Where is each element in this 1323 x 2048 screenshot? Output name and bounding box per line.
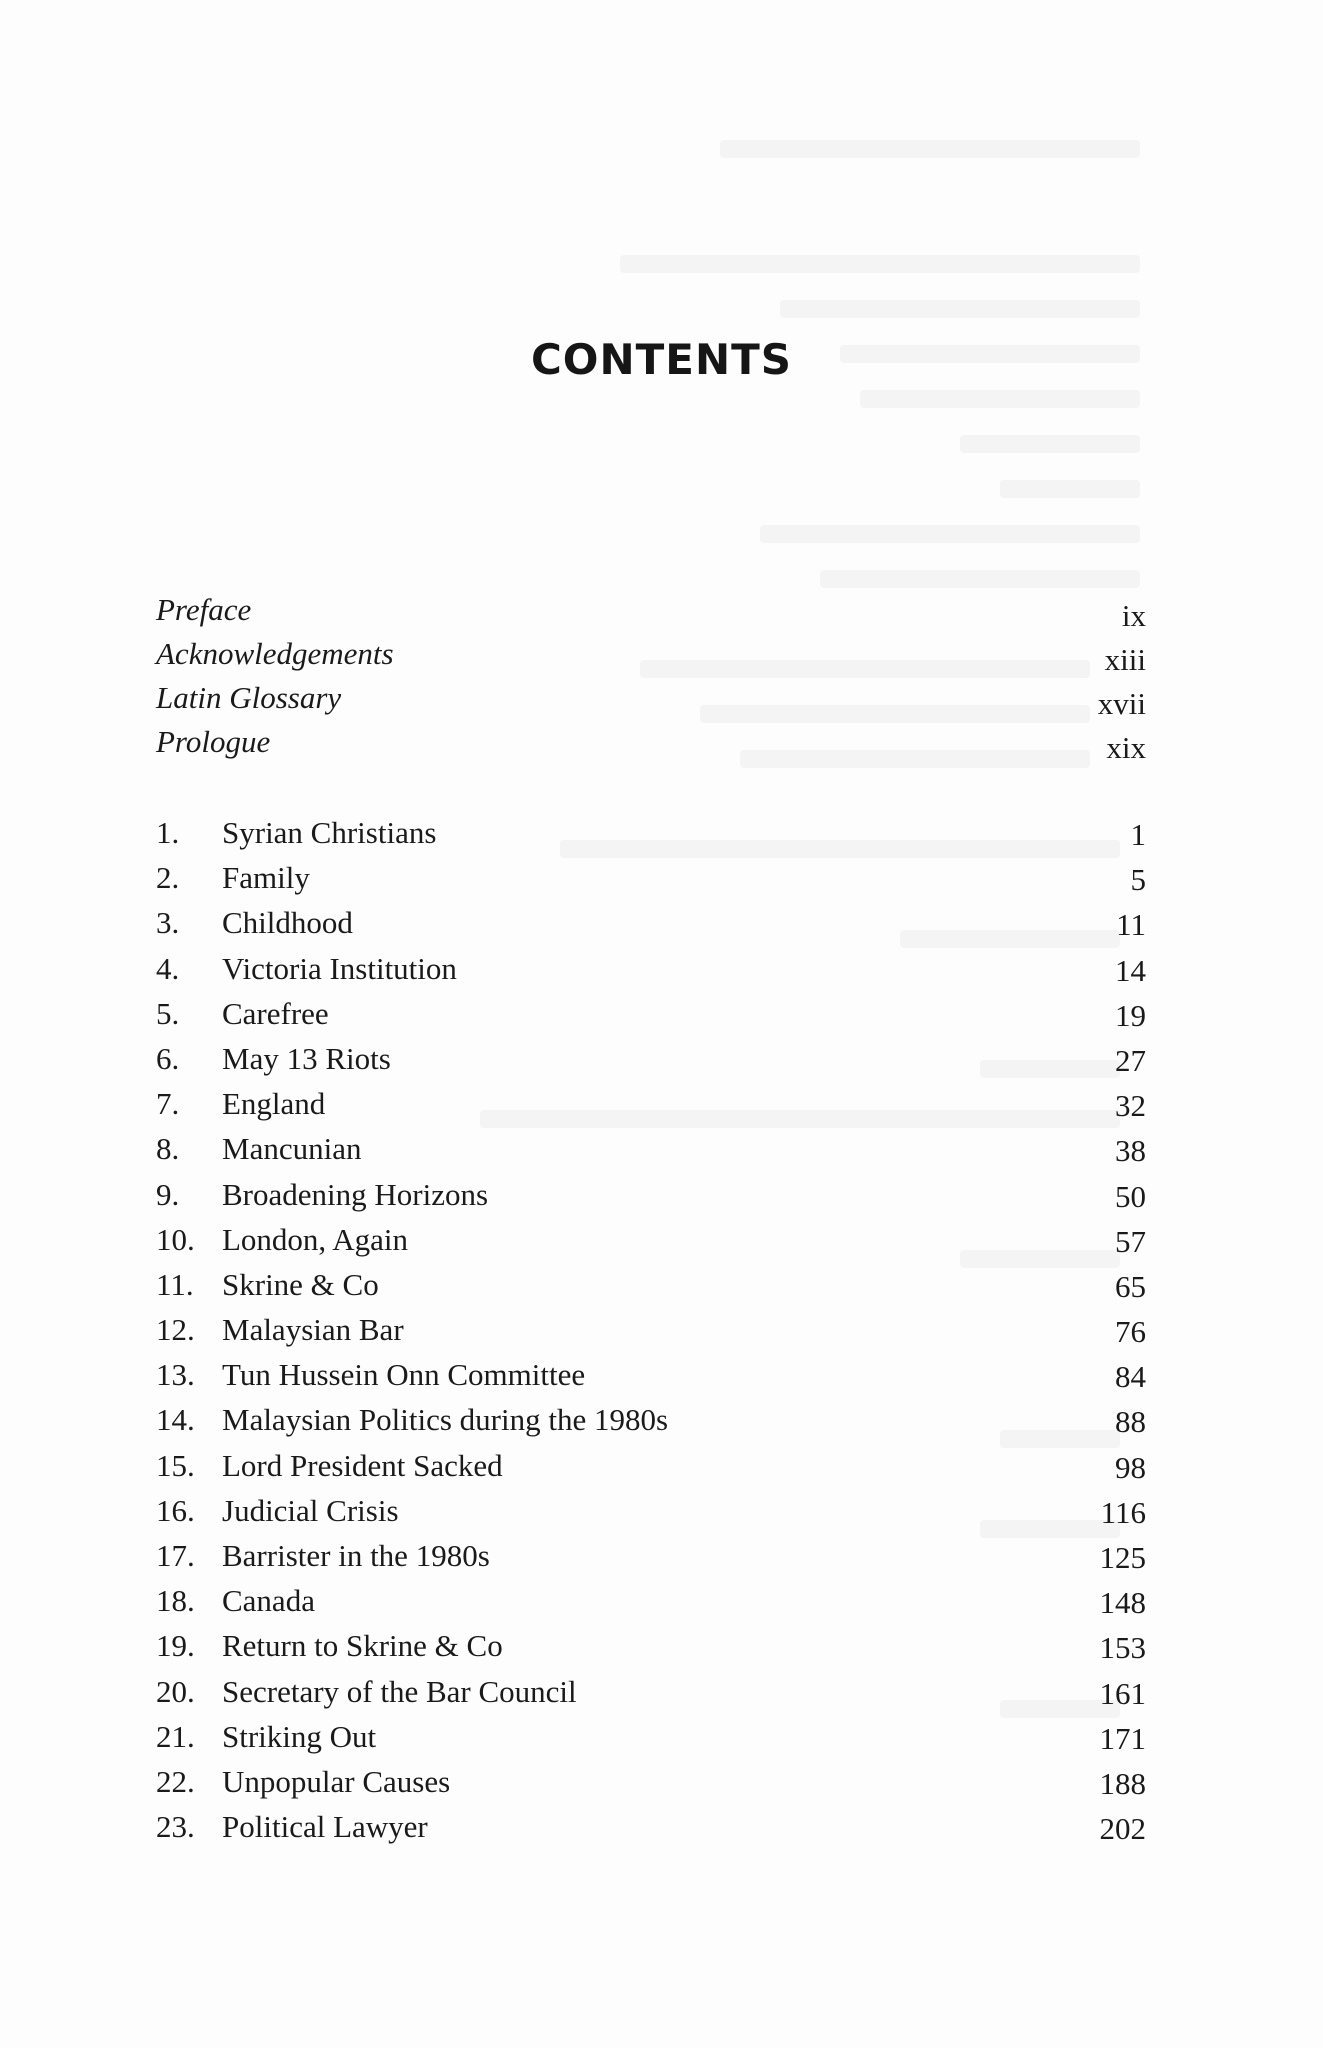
entry-label: Prologue xyxy=(156,724,271,759)
chapter-page-number: 76 xyxy=(1115,1314,1146,1350)
chapter-number: 3. xyxy=(156,905,180,941)
toc-chapter-entry[interactable] xyxy=(156,1538,1146,1583)
chapter-number: 9. xyxy=(156,1176,180,1212)
chapter-page-number: 11 xyxy=(1116,907,1146,943)
toc-chapter-entry[interactable] xyxy=(156,1402,1146,1447)
chapter-number: 6. xyxy=(156,1040,180,1076)
entry-label: Preface xyxy=(156,592,252,627)
toc-chapter-entry[interactable] xyxy=(156,996,1146,1041)
chapter-page-number: 38 xyxy=(1115,1133,1146,1169)
chapter-number: 2. xyxy=(156,860,180,896)
chapter-page-number: 50 xyxy=(1115,1178,1146,1214)
chapter-page-number: 116 xyxy=(1100,1494,1146,1530)
chapter-page-number: 148 xyxy=(1099,1585,1146,1621)
chapter-page-number: 14 xyxy=(1115,952,1146,988)
toc-chapter-entry[interactable] xyxy=(156,1809,1146,1854)
chapter-title: Striking Out xyxy=(222,1718,377,1754)
chapter-page-number: 84 xyxy=(1115,1359,1146,1395)
chapter-page-number: 171 xyxy=(1099,1720,1146,1756)
chapter-number: 7. xyxy=(156,1086,180,1122)
chapter-title: Judicial Crisis xyxy=(222,1492,399,1528)
chapter-number: 17. xyxy=(156,1538,195,1573)
chapter-number: 1. xyxy=(156,815,180,850)
chapter-page-number: 202 xyxy=(1099,1811,1146,1847)
toc-chapter-entry[interactable] xyxy=(156,1177,1146,1222)
chapter-page-number: 153 xyxy=(1099,1630,1146,1666)
chapter-title: Family xyxy=(222,860,310,896)
toc-chapter-entry[interactable] xyxy=(156,1222,1146,1267)
chapter-title: Childhood xyxy=(222,905,353,941)
toc-entry-acknowledgements[interactable] xyxy=(156,636,1146,680)
chapter-number: 8. xyxy=(156,1131,180,1167)
chapter-page-number: 88 xyxy=(1115,1404,1146,1440)
chapter-title: Malaysian Bar xyxy=(222,1312,404,1348)
chapter-page-number: 98 xyxy=(1115,1449,1146,1485)
chapter-number: 5. xyxy=(156,995,180,1031)
entry-page-number: xvii xyxy=(1097,686,1146,721)
toc-chapter-entry[interactable] xyxy=(156,1628,1146,1673)
toc-chapter-entry[interactable] xyxy=(156,1131,1146,1176)
chapter-page-number: 188 xyxy=(1099,1765,1146,1801)
chapter-title: Return to Skrine & Co xyxy=(222,1628,503,1664)
chapter-number: 20. xyxy=(156,1673,195,1709)
chapter-number: 18. xyxy=(156,1583,195,1619)
chapter-title: Carefree xyxy=(222,995,329,1031)
toc-chapter-entry[interactable] xyxy=(156,815,1146,860)
toc-chapter-entry[interactable] xyxy=(156,1764,1146,1809)
chapter-title: Victoria Institution xyxy=(222,950,457,986)
toc-chapter-entry[interactable] xyxy=(156,1312,1146,1357)
chapter-title: Skrine & Co xyxy=(222,1266,379,1302)
chapter-number: 13. xyxy=(156,1357,195,1393)
chapter-title: Tun Hussein Onn Committee xyxy=(222,1357,586,1393)
chapter-number: 12. xyxy=(156,1312,195,1348)
chapter-list xyxy=(156,815,1146,1854)
chapter-title: Political Lawyer xyxy=(222,1809,428,1845)
entry-label: Acknowledgements xyxy=(156,636,394,671)
chapter-page-number: 65 xyxy=(1115,1268,1146,1304)
chapter-title: Unpopular Causes xyxy=(222,1763,451,1799)
chapter-number: 16. xyxy=(156,1492,195,1528)
chapter-number: 19. xyxy=(156,1628,195,1664)
toc-chapter-entry[interactable] xyxy=(156,1583,1146,1628)
chapter-title: May 13 Riots xyxy=(222,1040,391,1076)
chapter-title: Mancunian xyxy=(222,1131,362,1167)
chapter-page-number: 5 xyxy=(1130,862,1146,898)
toc-entry-preface[interactable] xyxy=(156,592,1146,636)
toc-chapter-entry[interactable] xyxy=(156,1493,1146,1538)
chapter-title: Barrister in the 1980s xyxy=(222,1538,490,1573)
chapter-number: 11. xyxy=(156,1266,194,1302)
entry-label: Latin Glossary xyxy=(156,680,342,715)
entry-page-number: xix xyxy=(1106,730,1146,765)
chapter-title: Malaysian Politics during the 1980s xyxy=(222,1402,669,1438)
toc-chapter-entry[interactable] xyxy=(156,1357,1146,1402)
chapter-number: 10. xyxy=(156,1221,195,1257)
chapter-title: Broadening Horizons xyxy=(222,1176,489,1212)
toc-chapter-entry[interactable] xyxy=(156,1267,1146,1312)
toc-entry-prologue[interactable] xyxy=(156,724,1146,768)
chapter-number: 15. xyxy=(156,1447,195,1483)
toc-chapter-entry[interactable] xyxy=(156,1448,1146,1493)
toc-chapter-entry[interactable] xyxy=(156,951,1146,996)
chapter-page-number: 27 xyxy=(1115,1042,1146,1078)
chapter-number: 23. xyxy=(156,1809,195,1845)
chapter-title: Lord President Sacked xyxy=(222,1447,503,1483)
chapter-page-number: 32 xyxy=(1115,1088,1146,1124)
chapter-number: 21. xyxy=(156,1718,195,1754)
toc-chapter-entry[interactable] xyxy=(156,1674,1146,1719)
chapter-title: England xyxy=(222,1086,326,1122)
chapter-title: London, Again xyxy=(222,1221,408,1257)
front-matter-list xyxy=(156,592,1146,768)
chapter-page-number: 1 xyxy=(1130,817,1146,852)
chapter-title: Syrian Christians xyxy=(222,815,437,850)
toc-chapter-entry[interactable] xyxy=(156,1086,1146,1131)
chapter-page-number: 19 xyxy=(1115,997,1146,1033)
toc-chapter-entry[interactable] xyxy=(156,860,1146,905)
toc-chapter-entry[interactable] xyxy=(156,1041,1146,1086)
chapter-page-number: 125 xyxy=(1099,1540,1146,1575)
chapter-title: Canada xyxy=(222,1583,315,1619)
chapter-number: 4. xyxy=(156,950,180,986)
chapter-number: 14. xyxy=(156,1402,195,1438)
entry-page-number: ix xyxy=(1121,598,1146,633)
chapter-page-number: 57 xyxy=(1115,1223,1146,1259)
toc-chapter-entry[interactable] xyxy=(156,905,1146,950)
chapter-title: Secretary of the Bar Council xyxy=(222,1673,577,1709)
toc-entry-latin-glossary[interactable] xyxy=(156,680,1146,724)
contents-heading: CONTENTS xyxy=(530,335,793,384)
toc-chapter-entry[interactable] xyxy=(156,1719,1146,1764)
chapter-number: 22. xyxy=(156,1763,195,1799)
entry-page-number: xiii xyxy=(1104,642,1146,677)
chapter-page-number: 161 xyxy=(1099,1675,1146,1711)
